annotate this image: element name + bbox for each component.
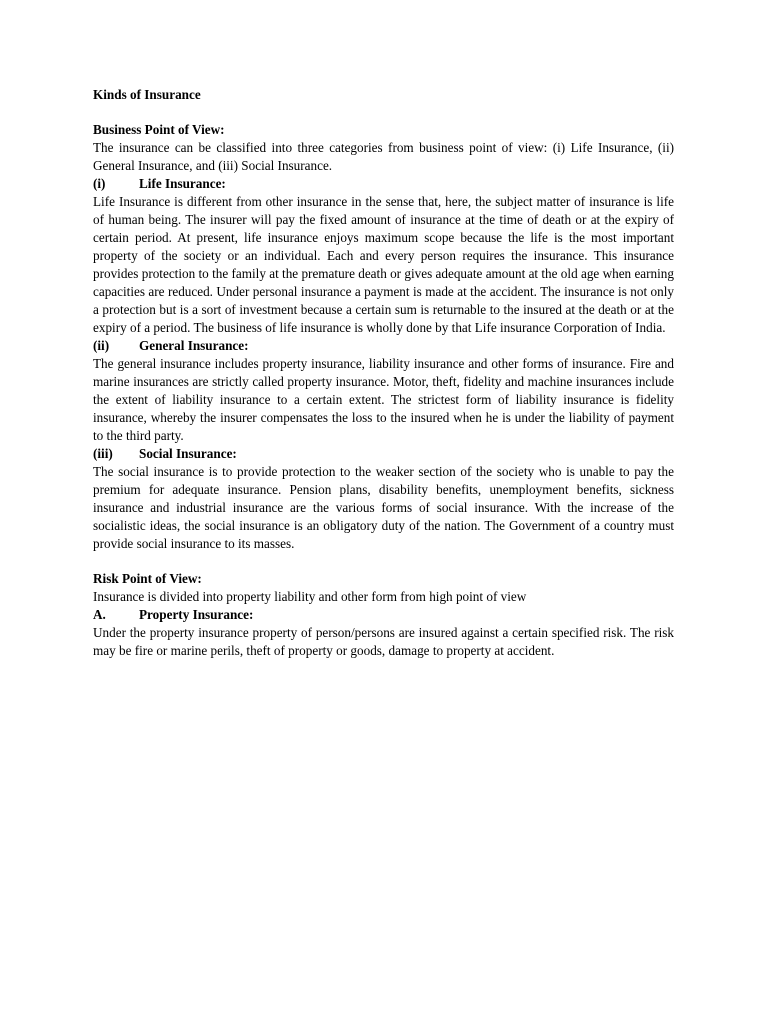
section-title: Property Insurance: (139, 607, 254, 622)
section-body-life: Life Insurance is different from other insurance in the sense that, here, the subject matter of insurance is life of human being. The insurer will pay the fixed amount of insurance at the time of death or at the expiry of certain period. At present, life insurance enjoys maximum scope because the life is the most important property of the society or an individual. Each and every person requires the insurance. This insurance provides protection to the family at the premature death or gives adequate amount at the old age when earning capacities are reduced. Under personal insurance a payment is made at the accident. The insurance is not only a protection but is a sort of investment because a certain sum is returnable to the insured at the death or at the expiry of a period. The business of life insurance is wholly done by that Life insurance Corporation of India. (93, 194, 674, 335)
section-heading-property (93, 606, 674, 624)
section-body-social: The social insurance is to provide protection to the weaker section of the society who is unable to pay the premium for adequate insurance. Pension plans, disability benefits, unemployment benefits, sickness insurance and industrial insurance are the various forms of social insurance. With the increase of the socialistic ideas, the social insurance is an obligatory duty of the nation. The Government of a country must provide social insurance to its masses. (93, 464, 674, 551)
section-title: General Insurance: (139, 338, 249, 353)
section-heading-social (93, 445, 674, 463)
section-number: (ii) (93, 338, 110, 353)
section-heading-life (93, 175, 674, 193)
section-title: Social Insurance: (139, 446, 237, 461)
risk-heading: Risk Point of View: (93, 571, 202, 586)
section-body-property: Under the property insurance property of person/persons are insured against a certain specified risk. The risk may be fire or marine perils, theft of property or goods, damage to property at accident. (93, 625, 674, 658)
business-intro: The insurance can be classified into three categories from business point of view: (i) Life Insurance, (ii) General Insurance, and (iii) Social Insurance. (93, 140, 674, 173)
business-heading: Business Point of View: (93, 122, 225, 137)
section-heading-general (93, 337, 674, 355)
section-title: Life Insurance: (139, 176, 226, 191)
risk-intro: Insurance is divided into property liability and other form from high point of view (93, 589, 527, 604)
section-number: (i) (93, 176, 106, 191)
document-page (93, 86, 674, 660)
section-number: A. (93, 607, 106, 622)
document-title: Kinds of Insurance (93, 87, 201, 102)
section-number: (iii) (93, 446, 113, 461)
section-body-general: The general insurance includes property insurance, liability insurance and other forms of insurance. Fire and marine insurances are strictly called property insurance. Motor, theft, fidelity and machine insurances include the extent of liability insurance to a certain extent. The strictest form of liability insurance is fidelity insurance, whereby the insurer compensates the loss to the insured when he is under the liability of payment to the third party. (93, 356, 674, 443)
